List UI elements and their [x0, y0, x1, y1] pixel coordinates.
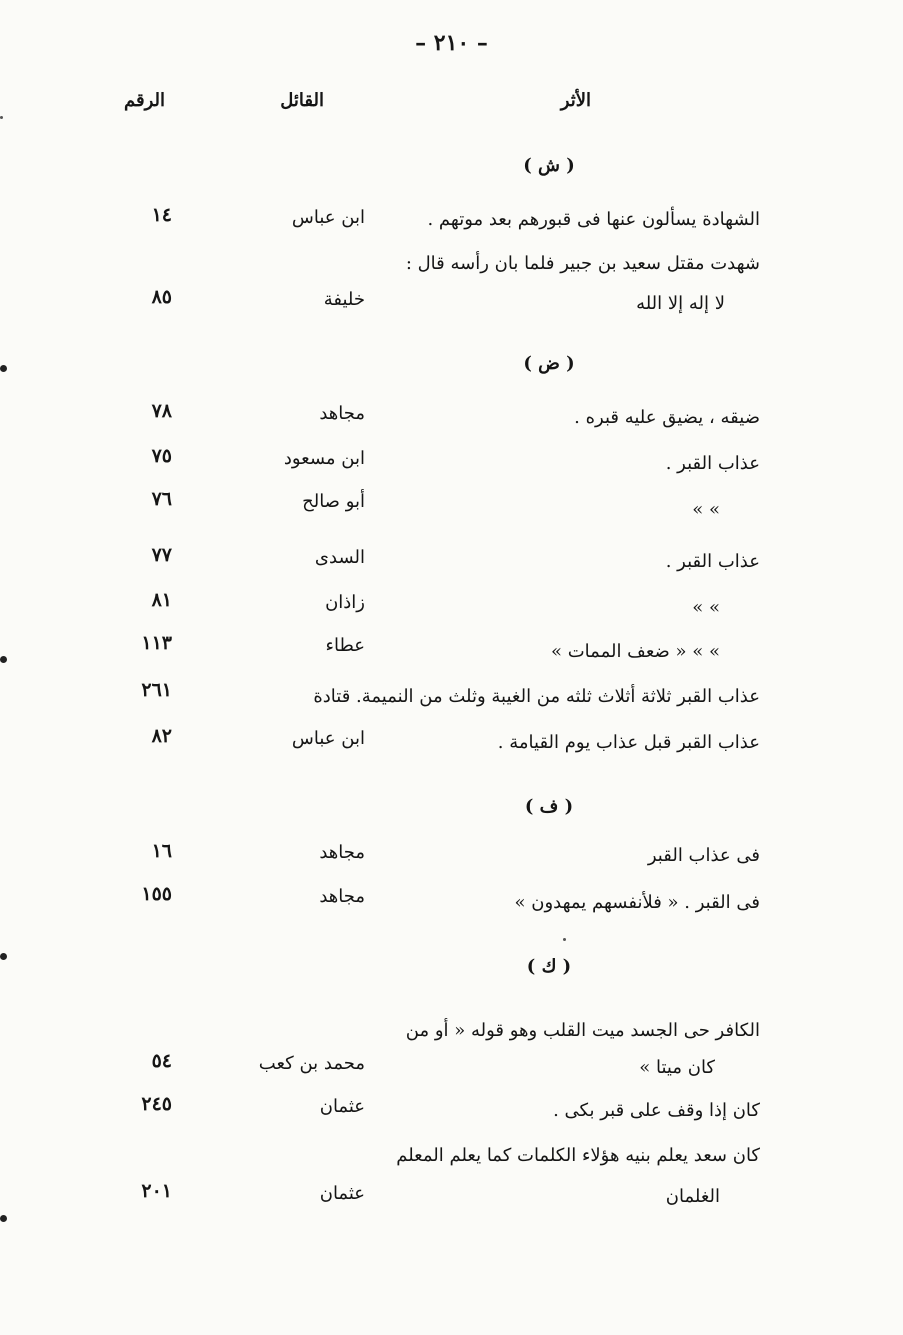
entry-sayer: السدى [314, 547, 365, 568]
entry-text-line: كان ميتا » [639, 1057, 715, 1078]
entry-sayer: عثمان [319, 1183, 365, 1204]
entry-text-line: ضيقه ، يضيق عليه قبره . [574, 407, 760, 428]
page-number: – ٢١٠ – [415, 30, 488, 56]
entry-number: ٧٧ [151, 544, 172, 566]
entry-text-line: الكافر حى الجسد ميت القلب وهو قوله « أو من [405, 1020, 760, 1041]
entry-text-line: » » [692, 499, 720, 520]
section-heading-dad: ( ض ) [523, 353, 575, 374]
entry-number: ١٥٥ [141, 883, 172, 905]
entry-text-line: » » « ضعف الممات » [551, 641, 720, 662]
entry-text-line: عذاب القبر ثلاثة أثلاث ثلثه من الغيبة وثلث من النميمة. قتادة [313, 686, 760, 707]
entry-sayer: عثمان [319, 1096, 365, 1117]
scan-speck [563, 938, 566, 941]
entry-number: ٢٠١ [141, 1180, 172, 1202]
entry-number: ٧٥ [151, 445, 172, 467]
entry-number: ٥٤ [151, 1050, 172, 1072]
entry-number: ٧٦ [151, 488, 172, 510]
entry-sayer: مجاهد [319, 842, 365, 863]
entry-text-line: كان إذا وقف على قبر بكى . [553, 1100, 760, 1121]
entry-text-line: كان سعد يعلم بنيه هؤلاء الكلمات كما يعلم المعلم [396, 1145, 760, 1166]
entry-text-line: الغلمان [665, 1186, 720, 1207]
entry-number: ٢٦١ [141, 679, 172, 701]
entry-number: ٨١ [151, 589, 172, 611]
entry-text-line: الشهادة يسألون عنها فى قبورهم بعد موتهم . [427, 209, 760, 230]
entry-sayer: محمد بن كعب [258, 1053, 365, 1074]
entry-sayer: ابن مسعود [283, 448, 365, 469]
entry-sayer: مجاهد [319, 886, 365, 907]
entry-text-line: عذاب القبر قبل عذاب يوم القيامة . [497, 732, 760, 753]
entry-number: ٨٥ [151, 286, 172, 308]
margin-mark [0, 656, 7, 663]
entry-sayer: خليفة [323, 289, 365, 310]
entry-text-line: شهدت مقتل سعيد بن جبير فلما بان رأسه قال : [405, 253, 760, 274]
entry-text-line: فى عذاب القبر [647, 845, 760, 866]
entry-sayer: زاذان [325, 592, 365, 613]
entry-text-line: عذاب القبر . [665, 453, 760, 474]
section-heading-fa: ( ف ) [524, 796, 574, 817]
header-sayer: القائل [280, 90, 324, 111]
scan-speck [0, 116, 3, 119]
header-number: الرقم [123, 90, 165, 111]
entry-number: ١٦ [151, 840, 172, 862]
header-athar: الأثر [560, 90, 591, 111]
entry-text-line: عذاب القبر . [665, 551, 760, 572]
entry-number: ٢٤٥ [141, 1093, 172, 1115]
entry-number: ١٤ [151, 204, 172, 226]
margin-mark [0, 365, 7, 372]
entry-number: ١١٣ [141, 632, 172, 654]
margin-mark [0, 1215, 7, 1222]
entry-number: ٨٢ [151, 725, 172, 747]
section-heading-sheen: ( ش ) [523, 155, 575, 176]
entry-sayer: مجاهد [319, 403, 365, 424]
entry-sayer: ابن عباس [291, 207, 365, 228]
entry-number: ٧٨ [151, 400, 172, 422]
entry-text-line: » » [692, 597, 720, 618]
entry-sayer: ابن عباس [291, 728, 365, 749]
margin-mark [0, 953, 7, 960]
entry-text-line: لا إله إلا الله [636, 293, 725, 314]
entry-sayer: أبو صالح [302, 491, 365, 512]
entry-sayer: عطاء [325, 635, 365, 656]
entry-text-line: فى القبر . « فلأنفسهم يمهدون » [514, 892, 760, 913]
section-heading-kaf: ( ك ) [526, 956, 572, 977]
